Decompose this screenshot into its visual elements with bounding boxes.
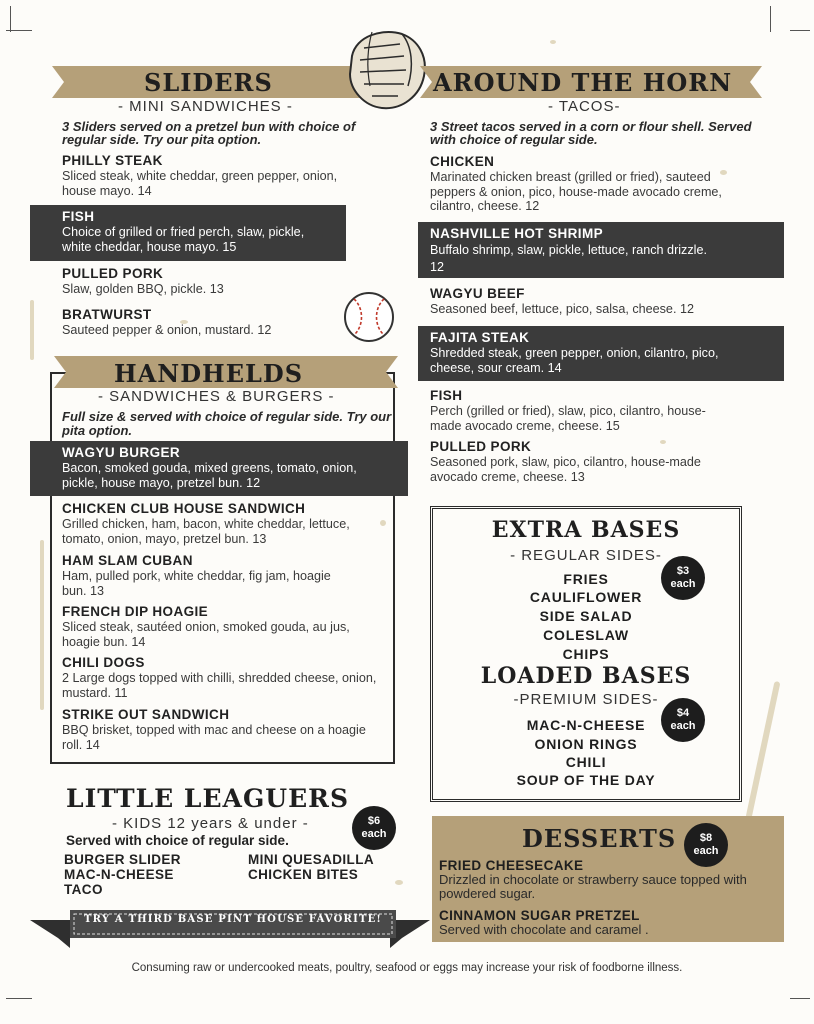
corner-mark xyxy=(790,30,810,31)
item-desc: BBQ brisket, topped with mac and cheese on a hoagie roll. 14 xyxy=(62,723,366,752)
side-item: COLESLAW xyxy=(543,627,629,643)
item-desc: Grilled chicken, ham, bacon, white cheddar, lettuce, tomato, onion, mayo, pretzel bun. 13 xyxy=(62,517,350,546)
kids-item: TACO xyxy=(64,882,103,897)
kids-item: MAC-N-CHEESE xyxy=(64,867,174,882)
item-desc: Seasoned pork, slaw, pico, cilantro, house-made avocado creme, cheese. 13 xyxy=(430,455,701,484)
price: $6 xyxy=(367,815,381,827)
item-name: FAJITA STEAK xyxy=(430,330,530,345)
menu-item xyxy=(62,266,352,297)
splatter xyxy=(746,681,781,819)
item-desc: Seasoned beef, lettuce, pico, salsa, cheese. 12 xyxy=(430,302,694,316)
menu-item-highlight xyxy=(30,441,408,496)
menu-item xyxy=(62,307,352,338)
menu-item xyxy=(430,388,730,433)
little-leaguers-subtitle: - KIDS 12 years & under - xyxy=(112,815,309,832)
menu-item xyxy=(62,707,382,752)
menu-item-highlight xyxy=(418,326,784,381)
side-item: MAC-N-CHEESE xyxy=(526,717,646,733)
menu-item-highlight xyxy=(418,222,784,278)
kids-item: CHICKEN BITES xyxy=(248,867,359,882)
side-item: CHILI xyxy=(565,754,607,770)
kids-item: MINI QUESADILLA xyxy=(248,852,374,867)
item-name: CINNAMON SUGAR PRETZEL xyxy=(439,908,640,923)
extra-bases-title: EXTRA BASES xyxy=(491,517,681,543)
little-leaguers-intro: Served with choice of regular side. xyxy=(66,833,289,848)
disclaimer: Consuming raw or undercooked meats, poultry, seafood or eggs may increase your risk of foodborne illness. xyxy=(131,962,683,974)
corner-mark xyxy=(10,6,11,32)
item-desc: 2 Large dogs topped with chilli, shredded cheese, onion, mustard. 11 xyxy=(62,671,377,700)
side-item: SOUP OF THE DAY xyxy=(516,772,656,788)
splatter xyxy=(395,880,403,885)
menu-item xyxy=(62,604,362,649)
corner-mark xyxy=(6,998,32,999)
item-name: FISH xyxy=(430,388,463,403)
side-item: CHIPS xyxy=(562,646,610,662)
item-desc: Sauteed pepper & onion, mustard. 12 xyxy=(62,323,272,337)
menu-item xyxy=(62,153,352,198)
price-badge xyxy=(661,556,705,600)
menu-item xyxy=(62,553,342,598)
tacos-intro: 3 Street tacos served in a corn or flour shell. Served with choice of regular side. xyxy=(430,119,752,147)
loaded-bases-title: LOADED BASES xyxy=(480,663,692,689)
item-desc: Shredded steak, green pepper, onion, cilantro, pico, cheese, sour cream. 14 xyxy=(430,346,719,375)
item-name: CHICKEN CLUB HOUSE SANDWICH xyxy=(62,501,306,516)
menu-item xyxy=(62,501,362,546)
splatter xyxy=(550,40,556,44)
menu-item xyxy=(430,154,750,214)
item-desc: Served with chocolate and caramel . xyxy=(439,922,649,937)
item-name: CHICKEN xyxy=(430,154,495,169)
price-unit: each xyxy=(670,720,696,732)
side-item: ONION RINGS xyxy=(534,736,638,752)
price-unit: each xyxy=(361,828,387,840)
item-desc: Drizzled in chocolate or strawberry sauce topped with powdered sugar. xyxy=(439,872,747,901)
corner-mark xyxy=(770,6,771,32)
item-name: STRIKE OUT SANDWICH xyxy=(62,707,230,722)
menu-item xyxy=(430,286,760,317)
item-name: PULLED PORK xyxy=(62,266,164,281)
menu-item xyxy=(62,655,392,700)
menu-item xyxy=(430,439,730,484)
sliders-title: SLIDERS xyxy=(144,68,273,97)
side-item: SIDE SALAD xyxy=(539,608,633,624)
item-desc: Choice of grilled or fried perch, slaw, pickle, white cheddar, house mayo. 15 xyxy=(62,225,305,254)
item-desc: Sliced steak, white cheddar, green pepper, onion, house mayo. 14 xyxy=(62,169,338,198)
dessert-item xyxy=(439,908,759,937)
item-name: FRIED CHEESECAKE xyxy=(439,858,584,873)
menu-item-highlight xyxy=(30,205,346,261)
splatter xyxy=(30,300,34,360)
price: $4 xyxy=(676,707,690,719)
sides-box xyxy=(430,506,742,802)
price: $8 xyxy=(699,832,713,844)
little-leaguers-title: LITTLE LEAGUERS xyxy=(66,784,349,813)
tacos-subtitle: - TACOS- xyxy=(548,98,621,115)
item-desc: Perch (grilled or fried), slaw, pico, cilantro, house-made avocado creme, cheese. 15 xyxy=(430,404,706,433)
side-item: FRIES xyxy=(563,571,609,587)
price-unit: each xyxy=(693,845,719,857)
item-name: BRATWURST xyxy=(62,307,152,322)
item-desc: Sliced steak, sautéed onion, smoked gouda, au jus, hoagie bun. 14 xyxy=(62,620,350,649)
corner-mark xyxy=(790,998,810,999)
loaded-bases-subtitle: -PREMIUM SIDES- xyxy=(513,691,659,708)
item-desc: Buffalo shrimp, slaw, pickle, lettuce, ranch drizzle. 12 xyxy=(430,243,707,274)
ribbon-text: TRY A THIRD BASE PINT HOUSE FAVORITE! xyxy=(83,914,383,925)
kids-item: BURGER SLIDER xyxy=(64,852,181,867)
dessert-item xyxy=(439,858,759,900)
item-name: HAM SLAM CUBAN xyxy=(62,553,193,568)
item-name: PHILLY STEAK xyxy=(62,153,163,168)
handhelds-title: HANDHELDS xyxy=(114,359,304,388)
side-item: CAULIFLOWER xyxy=(529,589,643,605)
item-name: WAGYU BEEF xyxy=(430,286,525,301)
handhelds-intro: Full size & served with choice of regular side. Try our pita option. xyxy=(62,409,392,438)
item-name: NASHVILLE HOT SHRIMP xyxy=(430,226,604,241)
item-desc: Slaw, golden BBQ, pickle. 13 xyxy=(62,282,224,296)
item-desc: Bacon, smoked gouda, mixed greens, tomato, onion, pickle, house mayo, pretzel bun. 12 xyxy=(62,461,357,490)
price: $3 xyxy=(676,565,690,577)
item-name: CHILI DOGS xyxy=(62,655,145,670)
extra-bases-subtitle: - REGULAR SIDES- xyxy=(510,547,662,564)
sliders-subtitle: - MINI SANDWICHES - xyxy=(118,98,293,115)
item-desc: Ham, pulled pork, white cheddar, fig jam, hoagie bun. 13 xyxy=(62,569,331,598)
tacos-title: AROUND THE HORN xyxy=(433,68,733,97)
splatter xyxy=(40,540,44,710)
item-name: FRENCH DIP HOAGIE xyxy=(62,604,209,619)
price-unit: each xyxy=(670,578,696,590)
price-badge xyxy=(352,806,396,850)
item-name: PULLED PORK xyxy=(430,439,532,454)
item-name: FISH xyxy=(62,209,95,224)
price-badge xyxy=(661,698,705,742)
handhelds-subtitle: - SANDWICHES & BURGERS - xyxy=(98,388,335,405)
item-desc: Marinated chicken breast (grilled or fried), sauteed peppers & onion, pico, house-made avocado creme, cilantro, cheese. 12 xyxy=(430,170,722,213)
desserts-title: DESSERTS xyxy=(522,824,677,853)
desserts-panel xyxy=(432,816,784,942)
baseball-icon xyxy=(342,290,396,344)
item-name: WAGYU BURGER xyxy=(62,445,181,460)
sliders-intro: 3 Sliders served on a pretzel bun with choice of regular side. Try our pita option. xyxy=(62,119,356,147)
corner-mark xyxy=(6,30,32,31)
